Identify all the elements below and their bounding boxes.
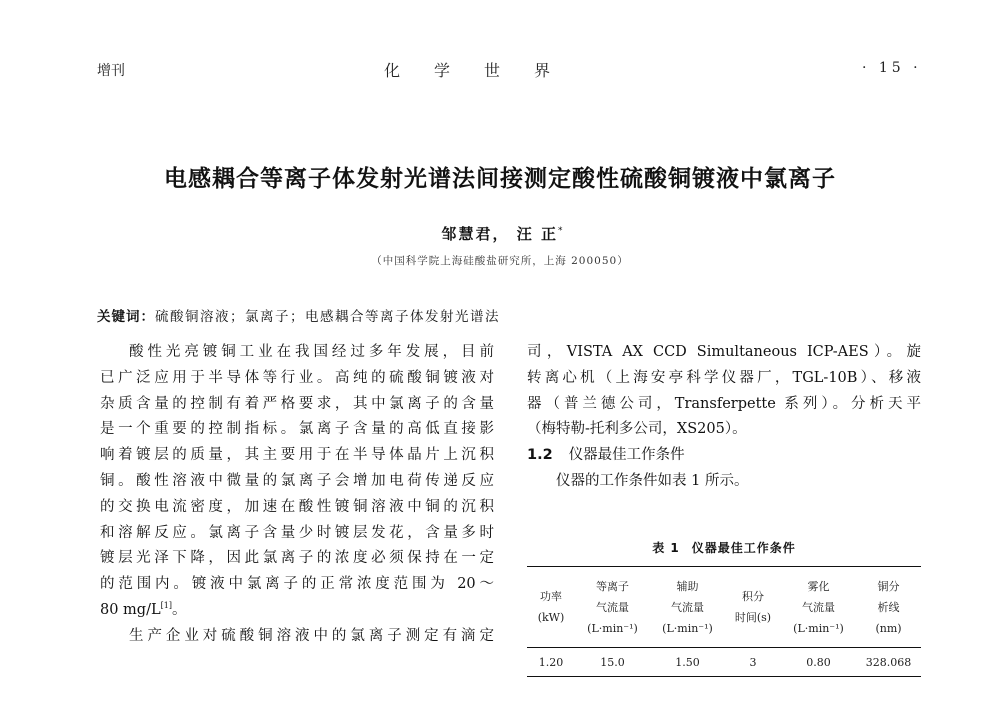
right-column [527,340,921,495]
author-names: 邹慧君， 汪 正 [441,225,558,243]
body-line: 仪器的工作条件如表 1 所示。 [556,472,749,489]
author-affiliation: （中国科学院上海硅酸盐研究所，上海 200050） [371,255,629,267]
cell-auxiliary-flow: 1.50 [675,655,700,669]
body-line: 杂质含量的控制有着严格要求，其中氯离子的含量 [100,395,494,412]
table-row [527,648,921,677]
citation-ref: [1] [160,601,172,611]
keywords [97,305,500,325]
left-column [100,340,494,650]
journal-issue-label: 增刊 [97,63,125,79]
table-header-row [527,567,921,648]
concentration-text: 80 mg/L [100,601,161,618]
cell-integration-time: 3 [749,655,757,669]
header-nebulizer-flow: 雾化 气流量 (L·min⁻¹) [793,579,844,635]
header-power: 功率 (kW) [537,590,565,624]
section-heading [527,443,921,469]
table-caption [527,539,921,556]
body-line: 酸性光亮镀铜工业在我国经过多年发展，目前 [129,344,494,360]
header-plasma-flow: 等离子 气流量 (L·min⁻¹) [587,579,638,635]
page-number: · 15 · [862,60,922,76]
corresponding-author-mark: * [557,226,565,236]
header-copper-line: 铜分 析线 (nm) [875,579,902,635]
body-line: 的范围内。镀液中氯离子的正常浓度范围为 20～ [100,576,494,593]
body-line: 和溶解反应。氯离子含量少时镀层发花，含量多时 [100,524,494,541]
header-auxiliary-flow: 辅助 气流量 (L·min⁻¹) [662,579,713,635]
table-title: 仪器最佳工作条件 [691,541,796,555]
body-line: 器（普兰德公司，Transferpette 系列）。分析天平 [527,395,921,412]
section-title: 仪器最佳工作条件 [568,447,685,464]
body-line: 生产企业对硫酸铜溶液中的氯离子测定有滴定 [129,627,494,644]
cell-copper-line: 328.068 [865,655,912,669]
table-number: 表 1 [652,541,680,555]
keywords-label: 关键词： [97,309,155,325]
sentence-end: 。 [171,601,187,618]
section-number: 1.2 [527,447,553,464]
body-line: 转离心机（上海安亭科学仪器厂，TGL-10B）、移液 [527,369,921,386]
journal-name: 化学世界 [384,61,585,80]
cell-power: 1.20 [538,655,564,669]
body-line [100,598,494,624]
cell-plasma-flow: 15.0 [600,655,625,669]
cell-nebulizer-flow: 0.80 [806,655,831,669]
keywords-text: 硫酸铜溶液；氯离子；电感耦合等离子体发射光谱法 [155,309,500,325]
instrument-conditions-table [527,566,921,677]
body-line: 的交换电流密度，加速在酸性镀铜溶液中铜的沉积 [100,498,494,515]
body-line: 响着镀层的质量，其主要用于在半导体晶片上沉积 [100,447,494,464]
body-line: 已广泛应用于半导体等行业。高纯的硫酸铜镀液对 [100,369,494,386]
author-line [0,223,1000,244]
body-line: （梅特勒-托利多公司，XS205）。 [527,421,747,438]
body-line: 司，VISTA AX CCD Simultaneous ICP-AES）。旋 [527,344,921,360]
body-line: 镀层光泽下降，因此氯离子的浓度必须保持在一定 [100,550,494,567]
header-integration-time: 积分 时间(s) [734,590,772,624]
body-line: 是一个重要的控制指标。氯离子含量的高低直接影 [100,421,494,438]
article-title: 电感耦合等离子体发射光谱法间接测定酸性硫酸铜镀液中氯离子 [164,166,836,192]
body-line: 铜。酸性溶液中微量的氯离子会增加电荷传递反应 [100,472,494,489]
